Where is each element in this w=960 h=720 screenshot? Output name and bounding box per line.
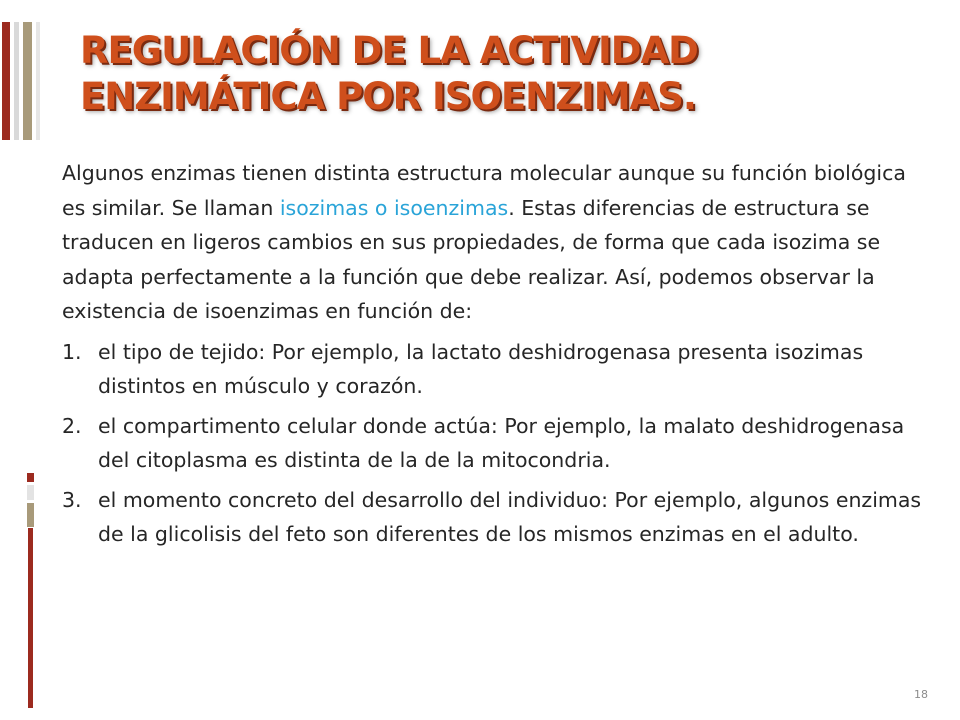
intro-paragraph [62,156,922,329]
deco-bar-grey [14,22,19,140]
slide-body [62,156,922,557]
title-line-1: REGULACIÓN DE LA ACTIVIDAD [80,29,698,72]
deco-square-grey [27,485,34,500]
deco-square-red [27,473,34,482]
list-item-number: 2. [62,413,82,438]
list-item [62,335,922,404]
list-item-text: el compartimento celular donde actúa: Por ejemplo, la malato deshidrogenasa del citoplasma es distinta de la de la mitocondria. [98,413,905,472]
deco-square-tan [27,503,34,527]
list-item-text: el tipo de tejido: Por ejemplo, la lactato deshidrogenasa presenta isozimas distintos en músculo y corazón. [98,339,864,398]
title-line-2: ENZIMÁTICA POR ISOENZIMAS. [80,75,696,118]
deco-bar-light [36,22,40,140]
list-item [62,483,922,552]
highlighted-term: isozimas o isoenzimas [279,195,509,220]
list-item-text: el momento concreto del desarrollo del individuo: Por ejemplo, algunos enzimas de la glicolisis del feto son diferentes de los mismos enzimas en el adulto. [98,487,922,546]
list-item-number: 1. [62,339,82,364]
decorative-line-left [28,528,33,708]
list-item [62,409,922,478]
page-number: 18 [914,688,928,701]
deco-bar-tan [23,22,32,140]
list-item-number: 3. [62,487,82,512]
intro-text-end: . Estas diferencias de estructura se traducen en ligeros cambios en sus propiedades, de forma que cada isozima se adapta perfectamente a la función que debe realizar. Así, podemos observar la existencia de isoenzimas en función de: [62,195,881,323]
slide-title [80,28,940,120]
intro-text-start: Algunos enzimas tienen distinta estructura molecular aunque su función biológica es similar. Se llaman [62,161,906,220]
deco-bar-red [2,22,10,140]
numbered-list [62,335,922,552]
